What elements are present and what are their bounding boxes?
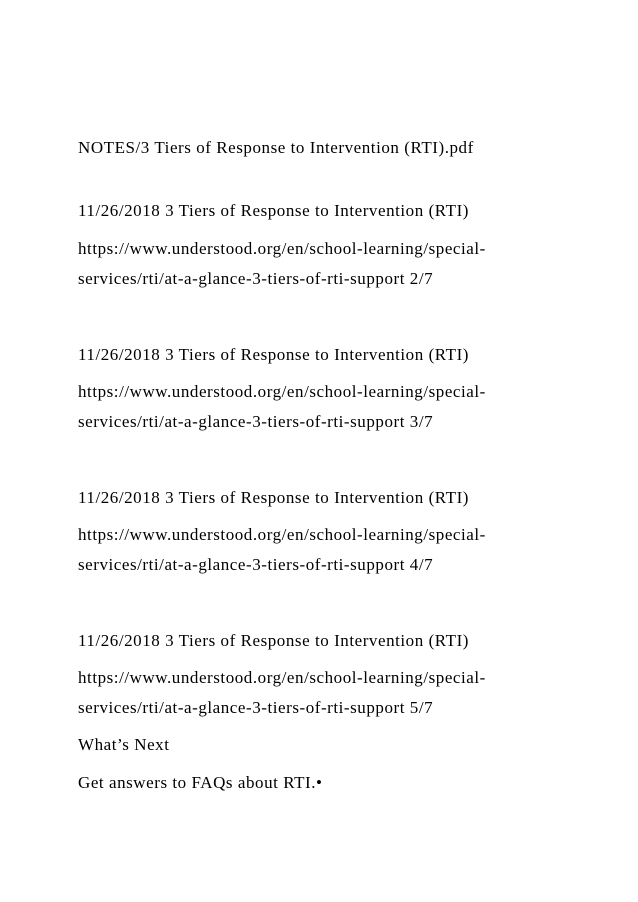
faq-line: Get answers to FAQs about RTI.• — [78, 773, 323, 792]
page-header-5: 11/26/2018 3 Tiers of Response to Intervention (RTI) — [78, 631, 470, 650]
page-url-line1-2: https://www.understood.org/en/school-learning/special- — [78, 239, 486, 258]
page-header-4: 11/26/2018 3 Tiers of Response to Intervention (RTI) — [78, 488, 470, 507]
page-header-3: 11/26/2018 3 Tiers of Response to Intervention (RTI) — [78, 345, 470, 364]
whats-next-heading: What’s Next — [78, 735, 170, 754]
page-url-line2-4: services/rti/at-a-glance-3-tiers-of-rti-support 4/7 — [78, 555, 434, 574]
page-url-line2-3: services/rti/at-a-glance-3-tiers-of-rti-support 3/7 — [78, 412, 434, 431]
page-url-line2-5: services/rti/at-a-glance-3-tiers-of-rti-support 5/7 — [78, 698, 434, 717]
page-url-line2-2: services/rti/at-a-glance-3-tiers-of-rti-support 2/7 — [78, 269, 434, 288]
page-url-line1-3: https://www.understood.org/en/school-learning/special- — [78, 382, 486, 401]
page-header-2: 11/26/2018 3 Tiers of Response to Intervention (RTI) — [78, 201, 470, 220]
page-url-line1-5: https://www.understood.org/en/school-learning/special- — [78, 668, 486, 687]
page-url-line1-4: https://www.understood.org/en/school-learning/special- — [78, 525, 486, 544]
document-title: NOTES/3 Tiers of Response to Intervention (RTI).pdf — [78, 138, 474, 157]
